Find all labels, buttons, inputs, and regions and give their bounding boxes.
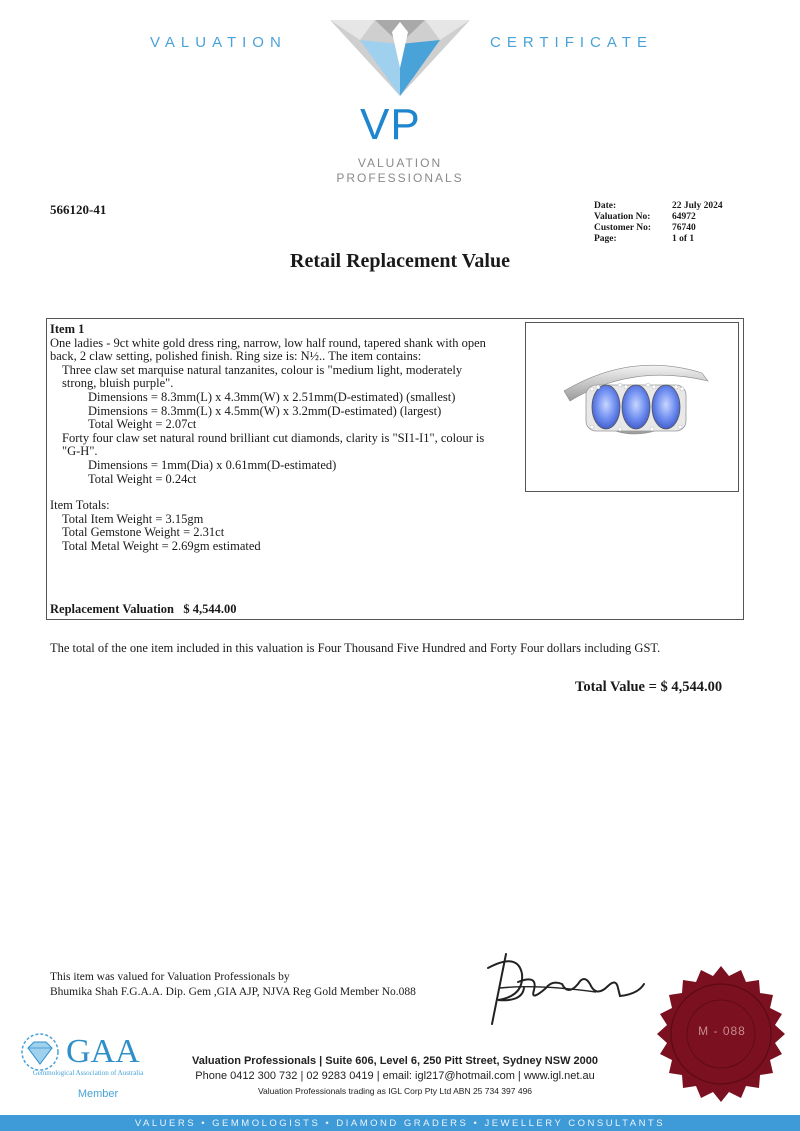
page-title: Retail Replacement Value [290,250,510,272]
meta-row-date: Date: 22 July 2024 [594,201,723,211]
totals-heading: Item Totals: [50,498,110,513]
meta-row-customer-no: Customer No: 76740 [594,223,696,233]
diamond-line: Forty four claw set natural round brilliant cut diamonds, clarity is "SI1-I1", colour is [62,430,485,445]
tanzanite-detail: Dimensions = 8.3mm(L) x 4.5mm(W) x 3.2mm(D-estimated) (largest) [88,403,442,418]
diamond-detail: Total Weight = 0.24ct [88,471,197,486]
signature-icon [478,944,648,1034]
tanzanite-detail: Total Weight = 2.07ct [88,417,197,432]
diamond-logo-icon [300,8,500,98]
valuer-block [50,970,416,1000]
gaa-letters: GAA [66,1033,140,1070]
diamond-detail: Dimensions = 1mm(Dia) x 0.61mm(D-estimated) [88,457,337,472]
logo-sub-valuation: VALUATION [357,156,443,170]
vp-logo-letters: VP [360,100,421,149]
address-line: Valuation Professionals | Suite 606, Level 6, 250 Pitt Street, Sydney NSW 2000 [192,1055,598,1067]
ring-photo-icon [526,323,738,491]
contact-line: Phone 0412 300 732 | 02 9283 0419 | email: igl217@hotmail.com | www.igl.net.au [195,1070,595,1082]
spacer [50,486,520,499]
header-certificate-word: CERTIFICATE [490,34,653,51]
description-line: back, 2 claw setting, polished finish. Ring size is: N½.. The item contains: [50,349,422,364]
seal-number: M - 088 [698,1024,746,1038]
diamond-line: "G-H". [62,444,98,459]
tanzanite-detail: Dimensions = 8.3mm(L) x 4.3mm(W) x 2.51mm(D-estimated) (smallest) [88,389,456,404]
gaa-member-label: Member [77,1088,119,1100]
tanzanite-line: Three claw set marquise natural tanzanites, colour is "medium light, moderately [62,362,463,377]
meta-row-page: Page: 1 of 1 [594,234,695,244]
header-valuation-word: VALUATION [150,34,287,51]
footer-services-bar: VALUERS • GEMMOLOGISTS • DIAMOND GRADERS • JEWELLERY CONSULTANTS [0,1115,800,1131]
gaa-subtitle: Gemmological Association of Australia [32,1069,144,1077]
total-value-amount: $ 4,544.00 [660,679,723,695]
meta-block [594,201,723,245]
total-summary-sentence: The total of the one item included in this valuation is Four Thousand Five Hundred and Forty Four dollars including GST. [50,641,661,655]
description-line: One ladies - 9ct white gold dress ring, narrow, low half round, tapered shank with open [50,335,486,350]
item-photo [525,322,739,492]
total-line: Total Metal Weight = 2.69gm estimated [62,538,261,553]
replacement-label: Replacement Valuation [50,602,174,616]
footer-address [165,1054,625,1099]
replacement-valuation [50,602,236,617]
total-line: Total Gemstone Weight = 2.31ct [62,525,225,540]
meta-row-valuation-no: Valuation No: 64972 [594,212,696,222]
total-value-label: Total Value = [575,679,657,695]
item-heading: Item 1 [50,322,85,336]
replacement-value: $ 4,544.00 [183,602,237,616]
reference-number: 566120-41 [50,202,107,217]
gaa-diamond-icon [18,1032,62,1072]
total-value [575,679,722,696]
item-description [50,323,520,554]
valuer-line-1: This item was valued for Valuation Professionals by [50,971,290,983]
valuer-line-2: Bhumika Shah F.G.A.A. Dip. Gem ,GIA AJP, NJVA Reg Gold Member No.088 [50,986,416,998]
trading-line: Valuation Professionals trading as IGL Corp Pty Ltd ABN 25 734 397 496 [257,1086,533,1096]
tanzanite-line: strong, bluish purple". [62,376,174,391]
total-line: Total Item Weight = 3.15gm [62,511,204,526]
logo-sub-professionals: PROFESSIONALS [336,171,464,185]
